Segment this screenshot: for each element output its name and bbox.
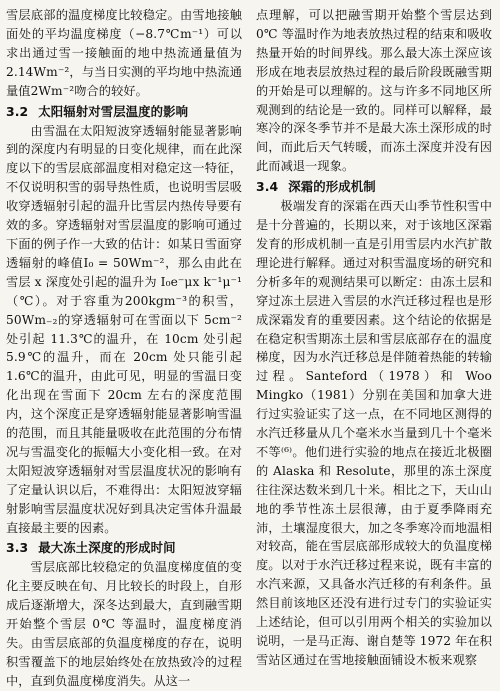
left-column bbox=[6, 6, 242, 691]
paragraph: 点理解，可以把融雪期开始整个雪层达到 0℃ 等温时作为地表放热过程的结束和吸收热量开始的时间界线。那么最大冻土深应该形成在地表层放热过程的最后阶段既融雪期的开始是可以理解的。这与许多不同地区所观测到的结论是一致的。同样可以解释，最寒冷的深冬季节并不是最大冻土深形成的时间，而此后天气转暖，而冻土深度并没有因此而减退一现象。 bbox=[256, 8, 492, 174]
paragraph: 由雪温在太阳短波穿透辐射能显著影响到的深度内有明显的日变化规律，而在此深度以下的雪层底部温度相对稳定这一特征，不仅说明积雪的弱导热性质，也说明雪层吸收穿透辐射引起的温升比雪层内热传导要有效的多。穿透辐射对雪层温度的影响可通过下面的例子作一大致的估计：如某日雪面穿透辐射的峰值I₀ = 50Wm⁻²，那么由此在雪层 x 深度处引起的温升为 I₀e⁻μx k⁻¹μ⁻¹（℃）。对于容重为200kgm⁻³的积雪，50Wm₋₂的穿透辐射可在雪面以下 5cm⁻² 处引起 11.3℃的温升，在 10cm 处引起 5.9℃的温升，而在 20cm 处只能引起 1.6℃的温升，由此可见，明显的雪温日变化出现在雪面下 20cm 左右的深度范围内，这个深度正是穿透辐射能显著影响雪温的范围，而且其能量吸收在此范围的分布情况与雪温变化的振幅大小变化相一致。在对太阳短波穿透辐射对雪层温度状况的影响有了定量认识以后，不难得出：太阳短波穿辐射影响雪层温度状况好到具决定雪体升温最直接最主要的因素。 bbox=[6, 123, 242, 535]
section-number: 3.4 bbox=[256, 179, 279, 195]
section-number: 3.3 bbox=[6, 540, 29, 556]
right-column bbox=[256, 6, 492, 670]
section-heading-3-3 bbox=[6, 537, 242, 558]
section-number: 3.2 bbox=[6, 103, 29, 119]
section-title: 深霜的形成机制 bbox=[288, 179, 376, 195]
section-heading-3-2 bbox=[6, 101, 242, 122]
paragraph: 雪层底部的温度梯度比较稳定。由雪地接触面处的平均温度梯度（−8.7℃m⁻¹）可以求出通过雪一接触面的地中热流通量值为2.14Wm⁻²，与当日实测的平均地中热流通量值2Wm⁻²吻合的较好。 bbox=[6, 8, 242, 98]
paragraph: 雪层底部比较稳定的负温度梯度值的变化主要反映在旬、月比较长的时段上，自形成后逐渐增大，深冬达到最大，直到融雪期开始整个雪层 0℃ 等温时，温度梯度消失。由雪层底部的负温度梯度的存在，说明积雪覆盖下的地层始终处在放热致冷的过程中，直到负温度梯度消失。从这一 bbox=[6, 560, 242, 688]
section-heading-3-4 bbox=[256, 176, 492, 197]
paragraph: 极端发育的深霜在西天山季节性积雪中是十分普遍的，长期以来，对于该地区深霜发育的形成机制一直是引用雪层内水汽扩散理论进行解释。通过对积雪温度场的研究和分析多年的观测结果可以断定：由冻土层和穿过冻土层进入雪层的水汽迁移过程也是形成深霜发育的重要因素。这个结论的依据是在稳定积雪期冻土层和雪层底部存在的温度梯度，因为水汽迁移总是伴随着热能的转输过程。Santeford（1978）和 Woo Mingko（1981）分别在美国和加拿大进行过实验证实了这一点，在不同地区测得的水汽迁移量从几个毫米水当量到几十个毫米不等⁽⁶⁾。他们进行实验的地点在接近北极圈的 Alaska 和 Resolute，那里的冻土深度往往深达数米到几十米。相比之下，天山山地的季节性冻土层很薄，由于夏季降雨充沛，土壤湿度很大，加之冬季寒冷而地温相对较高，能在雪层底部形成较大的负温度梯度。以对于水汽迁移过程来说，既有丰富的水汽来源，又具备水汽迁移的有利条件。虽然目前该地区还没有进行过专门的实验证实上述结论，但可以引用两个相关的实验加以说明，一是马正海、谢自楚等 1972 年在积雪站区通过在雪地接触面铺设木板来观察 bbox=[256, 199, 492, 667]
section-title: 太阳辐射对雪层温度的影响 bbox=[38, 103, 189, 119]
section-title: 最大冻土深度的形成时间 bbox=[38, 540, 176, 556]
